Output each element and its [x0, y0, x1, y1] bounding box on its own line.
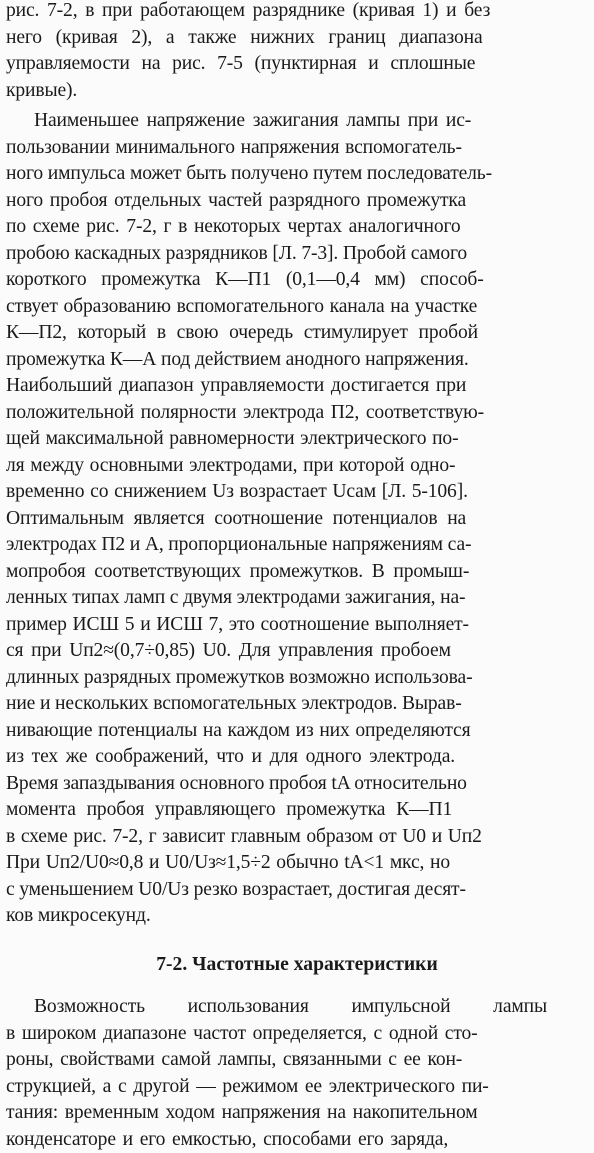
- text-line: Возможность использования импульсной лампы: [34, 996, 547, 1017]
- text-line: с уменьшением U0/Uз резко возрастает, достигая десят-: [6, 878, 466, 900]
- text-line: в широком диапазоне частот определяется, с одной сто-: [6, 1022, 478, 1044]
- text-line: ного импульса может быть получено путем последователь-: [6, 163, 492, 184]
- text-line: ние и нескольких вспомогательных электродов. Вырав-: [6, 693, 462, 714]
- text-line: электродах П2 и А, пропорциональные напряжениям са-: [6, 534, 472, 555]
- text-line: Наименьшее напряжение зажигания лампы при ис-: [34, 110, 472, 131]
- text-line: короткого промежутка К—П1 (0,1—0,4 мм) способ-: [6, 269, 484, 290]
- text-line: пример ИСШ 5 и ИСШ 7, это соотношение выполняет-: [6, 613, 469, 635]
- text-line: него (кривая 2), а также нижних границ диапазона: [6, 26, 483, 48]
- text-line: рис. 7-2, в при работающем разряднике (кривая 1) и без: [6, 0, 491, 21]
- text-line: тания: временным ходом напряжения на накопительном: [6, 1102, 478, 1123]
- text-line: Время запаздывания основного пробоя tA относительно: [6, 772, 467, 794]
- text-line: временно со снижением Uз возрастает Uсам [Л. 5-106].: [6, 481, 468, 502]
- text-line: щей максимальной равномерности электрического по-: [6, 428, 459, 449]
- text-line: роны, свойствами самой лампы, связанными с ее кон-: [6, 1049, 463, 1070]
- text-line: ля между основными электродами, при которой одно-: [6, 454, 456, 476]
- text-line: ленных типах ламп с двумя электродами зажигания, на-: [6, 587, 466, 608]
- text-line: ся при Uп2≈(0,7÷0,85) U0. Для управления пробоем: [6, 640, 451, 661]
- text-line: ного пробоя отдельных частей разрядного промежутка: [6, 189, 467, 211]
- text-line: струкцией, а с другой — режимом ее электрического пи-: [6, 1075, 489, 1097]
- text-line: в схеме рис. 7-2, г зависит главным образом от U0 и Uп2: [6, 825, 482, 847]
- text-line: мопробоя соответствующих промежутков. В промыш-: [6, 560, 470, 582]
- text-line: по схеме рис. 7-2, г в некоторых чертах аналогичного: [6, 216, 461, 237]
- text-line: положительной полярности электрода П2, соответствую-: [6, 401, 484, 423]
- text-line: К—П2, который в свою очередь стимулирует пробой: [6, 322, 478, 343]
- text-line: Наибольший диапазон управляемости достигается при: [6, 375, 467, 396]
- text-line: кривые).: [6, 79, 78, 101]
- text-line: длинных разрядных промежутков возможно использова-: [6, 666, 473, 688]
- text-line: ствует образованию вспомогательного канала на участке: [6, 295, 478, 317]
- text-line: промежутка К—А под действием анодного напряжения.: [6, 348, 469, 370]
- section-heading: 7-2. Частотные характеристики: [156, 953, 438, 975]
- text-line: конденсаторе и его емкостью, способами его заряда,: [6, 1128, 449, 1150]
- text-line: момента пробоя управляющего промежутка К—П1: [6, 799, 453, 820]
- text-line: Оптимальным является соотношение потенциалов на: [6, 507, 467, 529]
- text-line: нивающие потенциалы на каждом из них определяются: [6, 719, 471, 741]
- text-line: из тех же соображений, что и для одного электрода.: [6, 746, 455, 767]
- text-line: управляемости на рис. 7-5 (пунктирная и сплошные: [6, 53, 476, 74]
- text-line: ков микросекунд.: [6, 905, 151, 926]
- text-line: пробою каскадных разрядников [Л. 7-3]. Пробой самого: [6, 242, 468, 264]
- text-line: При Uп2/U0≈0,8 и U0/Uз≈1,5÷2 обычно tA<1 мкс, но: [6, 852, 450, 873]
- text-line: пользовании минимального напряжения вспомогатель-: [6, 136, 462, 158]
